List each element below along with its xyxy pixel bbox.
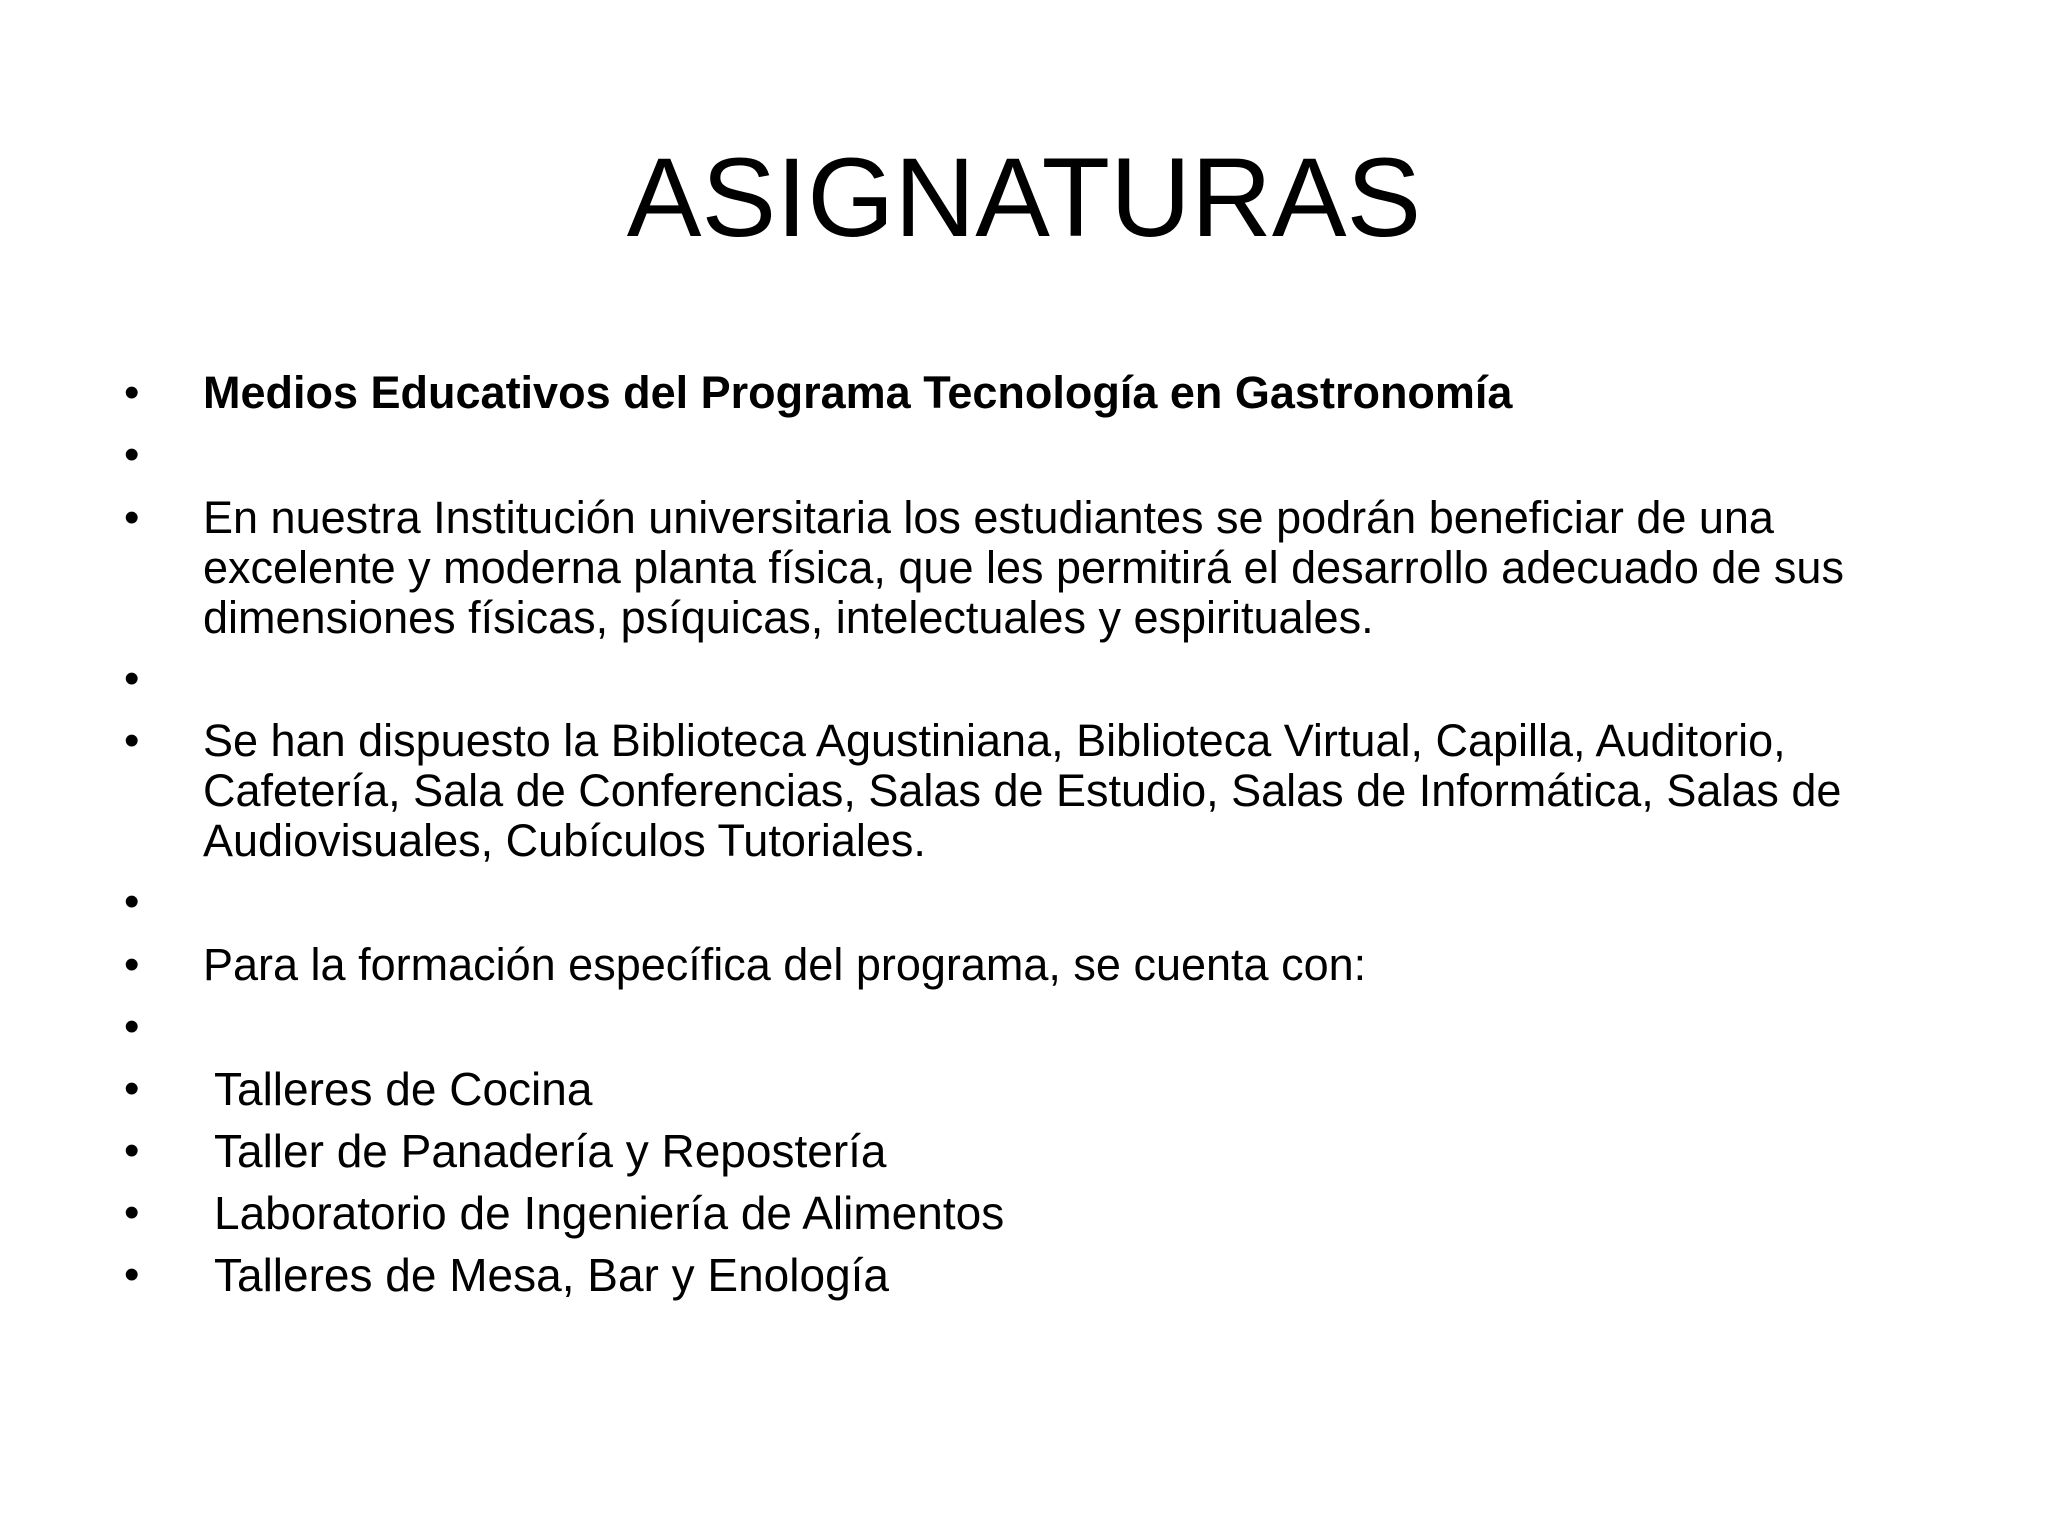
- bullet-icon: •: [124, 493, 140, 542]
- list-item-text: Laboratorio de Ingeniería de Alimentos: [214, 1187, 1005, 1239]
- list-item-text: Talleres de Mesa, Bar y Enología: [214, 1249, 890, 1301]
- bullet-icon: •: [124, 654, 140, 703]
- bullet-icon: •: [124, 1002, 140, 1051]
- list-item-text: Se han dispuesto la Biblioteca Agustiniana, Biblioteca Virtual, Capilla, Auditorio, Cafetería, Sala de Conferencias, Salas de Estudio, Salas de Informática, Salas de Audiovisuales, Cubículos Tutoriales.: [203, 715, 1842, 866]
- bullet-icon: •: [124, 1126, 140, 1175]
- list-item-text: Talleres de Cocina: [214, 1063, 593, 1115]
- list-item-text: En nuestra Institución universitaria los estudiantes se podrán beneficiar de una excelente y moderna planta física, que les permitirá el desarrollo adecuado de sus dimensiones físicas, psíquicas, intelectuales y espirituales.: [203, 492, 1844, 643]
- bullet-icon: •: [124, 430, 140, 479]
- bullet-icon: •: [124, 368, 140, 417]
- list-item-text: Para la formación específica del programa, se cuenta con:: [203, 939, 1367, 990]
- bullet-icon: •: [124, 716, 140, 765]
- bullet-icon: •: [124, 877, 140, 926]
- list-item-heading: Medios Educativos del Programa Tecnología en Gastronomía: [203, 367, 1513, 418]
- list-item-text: Taller de Panadería y Repostería: [214, 1125, 887, 1177]
- slide-title: ASIGNATURAS: [626, 135, 1422, 260]
- bullet-icon: •: [124, 1064, 140, 1113]
- bullet-icon: •: [124, 1250, 140, 1299]
- bullet-icon: •: [124, 1188, 140, 1237]
- bullet-icon: •: [124, 940, 140, 989]
